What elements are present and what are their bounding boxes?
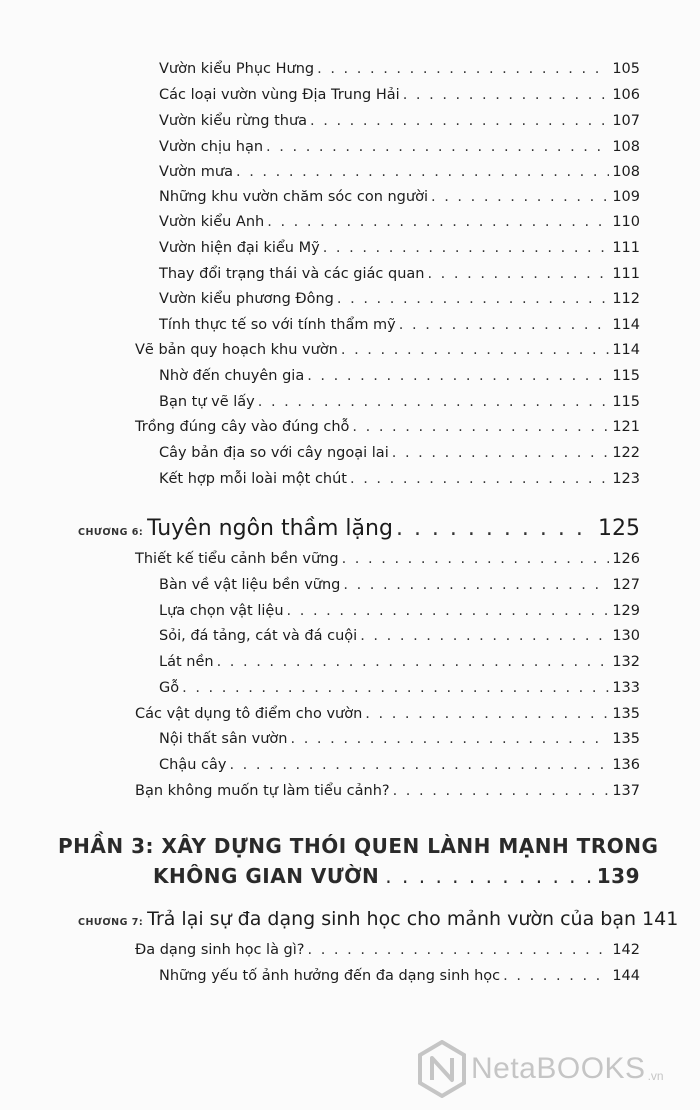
toc-section: Trồng đúng cây vào đúng chỗ . . . 121 — [135, 419, 640, 445]
dot-leader — [182, 680, 609, 696]
dot-leader — [310, 113, 609, 129]
dot-leader — [403, 87, 610, 103]
dot-leader — [267, 214, 609, 230]
page-number: 135 — [612, 706, 640, 722]
page-number: 133 — [612, 680, 640, 696]
toc-entry: Lát nền . . . 132 — [159, 654, 640, 680]
toc-section: Các vật dụng tô điểm cho vườn . . . 135 — [135, 706, 640, 732]
dot-leader — [337, 291, 609, 307]
toc-chapter — [78, 516, 640, 541]
page-number: 110 — [612, 214, 640, 230]
dot-leader — [308, 942, 610, 958]
page-number: 111 — [612, 266, 640, 282]
toc-entry: Những khu vườn chăm sóc con người . . . 109 — [159, 189, 640, 215]
dot-leader — [343, 577, 609, 593]
page-number: 137 — [612, 783, 640, 799]
chapter-label: CHƯƠNG 6: — [78, 527, 144, 538]
page-number: 126 — [612, 551, 640, 567]
page-number: 108 — [612, 139, 640, 155]
toc-entry: Bạn tự vẽ lấy . . . 115 — [159, 394, 640, 420]
toc-entry: Gỗ . . . 133 — [159, 680, 640, 706]
toc-section: Đa dạng sinh học là gì? . . . 142 — [135, 942, 640, 968]
dot-leader — [341, 342, 609, 358]
page-number: 139 — [596, 864, 640, 888]
dot-leader — [217, 654, 610, 670]
toc-entry: Vườn kiểu Phục Hưng . . . 105 — [159, 61, 640, 87]
toc-entry: Vườn hiện đại kiểu Mỹ . . . 111 — [159, 240, 640, 266]
watermark-tld: .vn — [647, 1069, 664, 1083]
page-number: 112 — [612, 291, 640, 307]
page-number: 105 — [612, 61, 640, 77]
page-number: 123 — [612, 471, 640, 487]
dot-leader — [431, 189, 609, 205]
dot-leader — [503, 968, 609, 984]
page-number: 115 — [612, 394, 640, 410]
toc-entry: Những yếu tố ảnh hưởng đến đa dạng sinh học . . . 144 — [159, 968, 640, 994]
watermark-brand: NetaBOOKS — [471, 1052, 646, 1085]
dot-leader — [393, 783, 610, 799]
page-number: 115 — [612, 368, 640, 384]
chapter-title: Trả lại sự đa dạng sinh học cho mảnh vườn của bạn — [147, 908, 637, 930]
page-number: 136 — [612, 757, 640, 773]
page-number: 114 — [612, 317, 640, 333]
dot-leader — [392, 445, 610, 461]
toc-section: Bạn không muốn tự làm tiểu cảnh? . . . 137 — [135, 783, 640, 809]
netabooks-logo-icon — [417, 1040, 467, 1098]
dot-leader — [342, 551, 610, 567]
part-title-line-2-row — [153, 864, 640, 888]
page-number: 144 — [612, 968, 640, 984]
page-number: 121 — [612, 419, 640, 435]
page-number: 141 — [642, 908, 679, 930]
page-number: 130 — [612, 628, 640, 644]
page-number: 142 — [612, 942, 640, 958]
dot-leader — [427, 266, 609, 282]
chapter-label: CHƯƠNG 7: — [78, 917, 144, 928]
toc-entry: Chậu cây . . . 136 — [159, 757, 640, 783]
page-number: 106 — [612, 87, 640, 103]
toc-entry: Sỏi, đá tảng, cát và đá cuội . . . 130 — [159, 628, 640, 654]
page-number: 125 — [598, 516, 640, 541]
toc-entry: Vườn kiểu phương Đông . . . 112 — [159, 291, 640, 317]
toc-entry: Kết hợp mỗi loài một chút . . . 123 — [159, 471, 640, 497]
toc-chapter — [78, 908, 679, 930]
dot-leader — [396, 516, 595, 541]
dot-leader — [287, 603, 610, 619]
page-number: 122 — [612, 445, 640, 461]
page-number: 107 — [612, 113, 640, 129]
part-title-line-2: KHÔNG GIAN VƯỜN — [153, 864, 380, 888]
dot-leader — [399, 317, 610, 333]
toc-entry: Lựa chọn vật liệu . . . 129 — [159, 603, 640, 629]
dot-leader — [323, 240, 610, 256]
toc-entry: Thay đổi trạng thái và các giác quan . . . 111 — [159, 266, 640, 292]
dot-leader — [236, 164, 609, 180]
page-number: 135 — [612, 731, 640, 747]
dot-leader — [317, 61, 609, 77]
toc-section: Vẽ bản quy hoạch khu vườn . . . 114 — [135, 342, 640, 368]
toc-entry: Tính thực tế so với tính thẩm mỹ . . . 114 — [159, 317, 640, 343]
chapter-title: Tuyên ngôn thầm lặng — [147, 516, 393, 541]
page-number: 132 — [612, 654, 640, 670]
page-number: 114 — [612, 342, 640, 358]
dot-leader — [360, 628, 609, 644]
dot-leader — [258, 394, 610, 410]
toc-entry: Vườn mưa . . . 108 — [159, 164, 640, 190]
dot-leader — [385, 864, 590, 888]
toc-entry: Các loại vườn vùng Địa Trung Hải . . . 106 — [159, 87, 640, 113]
page-number: 111 — [612, 240, 640, 256]
dot-leader — [352, 419, 609, 435]
toc-entry: Cây bản địa so với cây ngoại lai . . . 122 — [159, 445, 640, 471]
dot-leader — [229, 757, 609, 773]
watermark — [417, 1040, 664, 1098]
toc-entry: Vườn kiểu rừng thưa . . . 107 — [159, 113, 640, 139]
toc-entry: Nhờ đến chuyên gia . . . 115 — [159, 368, 640, 394]
toc-entry: Bàn về vật liệu bền vững . . . 127 — [159, 577, 640, 603]
page-number: 129 — [612, 603, 640, 619]
dot-leader — [290, 731, 609, 747]
toc-section: Thiết kế tiểu cảnh bền vững . . . 126 — [135, 551, 640, 577]
toc-entry: Vườn kiểu Anh . . . 110 — [159, 214, 640, 240]
page-number: 109 — [612, 189, 640, 205]
page-number: 127 — [612, 577, 640, 593]
dot-leader — [266, 139, 609, 155]
page-number: 108 — [612, 164, 640, 180]
dot-leader — [365, 706, 609, 722]
toc-entry: Nội thất sân vườn . . . 135 — [159, 731, 640, 757]
dot-leader — [350, 471, 609, 487]
part-title-line-1: PHẦN 3: XÂY DỰNG THÓI QUEN LÀNH MẠNH TRONG — [58, 834, 659, 858]
dot-leader — [307, 368, 609, 384]
toc-entry: Vườn chịu hạn . . . 108 — [159, 139, 640, 165]
